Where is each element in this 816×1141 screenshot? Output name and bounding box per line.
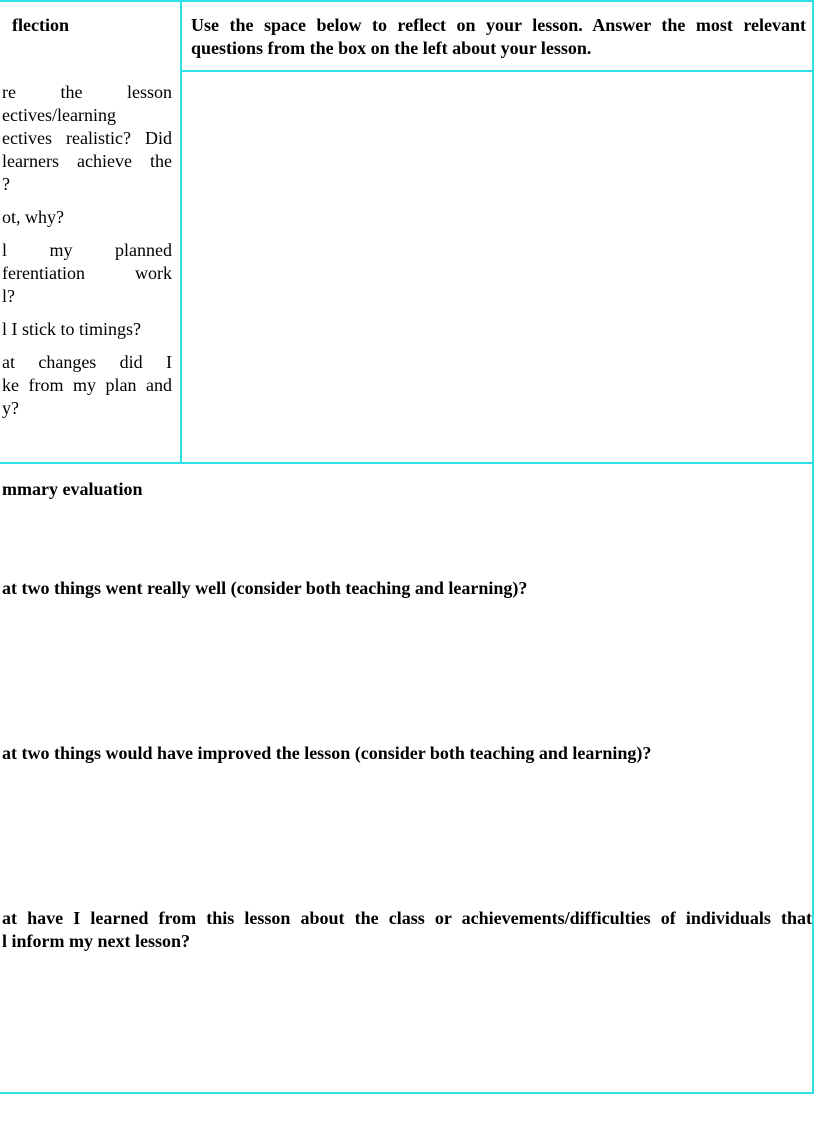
question-line: learners achieve the: [2, 151, 172, 171]
prompt-learned-line2: l inform my next lesson?: [2, 931, 190, 951]
reflection-answer-column: [182, 2, 812, 462]
prompt-learned-line1: at have I learned from this lesson about the class or achievements/difficulties of individuals that: [2, 908, 812, 928]
question-line: ke from my plan and: [2, 375, 172, 395]
question-line: ectives realistic? Did: [2, 128, 172, 148]
reflection-heading: flection: [12, 15, 69, 35]
question-changes: [2, 351, 172, 420]
question-why-not: [2, 206, 172, 229]
reflection-answer-space[interactable]: [182, 72, 812, 462]
reflection-questions-column: [0, 2, 182, 462]
prompt-learned: [2, 907, 812, 953]
question-timings: [2, 318, 172, 341]
question-line: y?: [2, 398, 19, 418]
question-line: ?: [2, 174, 10, 194]
reflection-section: [0, 2, 812, 464]
summary-evaluation-section: [0, 464, 812, 1092]
question-line: l?: [2, 286, 15, 306]
question-line: l I stick to timings?: [2, 319, 141, 339]
question-line: ot, why?: [2, 207, 64, 227]
summary-heading: mmary evaluation: [2, 479, 143, 499]
question-list: [2, 81, 172, 430]
question-objectives: [2, 81, 172, 196]
question-line: at changes did I: [2, 352, 172, 372]
question-line: ectives/learning: [2, 105, 116, 125]
prompt-improvements: at two things would have improved the lesson (consider both teaching and learning)?: [2, 743, 652, 763]
question-line: l my planned: [2, 240, 172, 260]
prompt-went-well: at two things went really well (consider both teaching and learning)?: [2, 578, 528, 598]
question-line: re the lesson: [2, 82, 172, 102]
question-line: ferentiation work: [2, 263, 172, 283]
reflection-instructions: Use the space below to reflect on your lesson. Answer the most relevant questions from the box on the left about your lesson.: [182, 2, 812, 72]
question-differentiation: [2, 239, 172, 308]
